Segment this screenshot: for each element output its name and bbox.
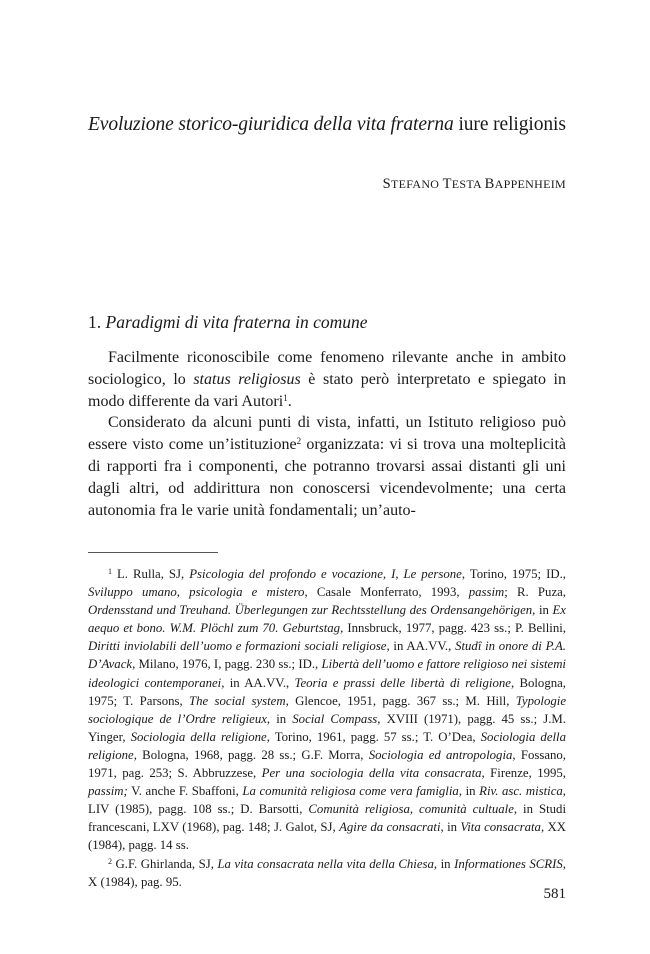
- footnote-ref-1: 1: [283, 392, 288, 403]
- fn1_parts-segment: , in: [266, 711, 293, 726]
- fn1_parts-segment: Vita consacrata: [460, 820, 541, 835]
- fn1_parts-segment: Typologie sociologique de l’Ordre religieux: [88, 693, 566, 726]
- fn1_parts-segment: , in AA.VV.,: [221, 675, 295, 690]
- body-text: [88, 347, 566, 521]
- footnote-separator: [88, 552, 218, 553]
- fn1_parts-segment: Studî in onore di P.A. D’Avack: [88, 639, 566, 672]
- article-title-italic: Evoluzione storico-giuridica della vita: [88, 114, 386, 135]
- fn1_parts-segment: , in: [458, 784, 480, 799]
- fn1_parts-segment: , XVIII (1971), pagg. 45 ss.; J.M. Yinger,: [88, 711, 566, 744]
- fn1_parts-segment: , Casale Monferrato, 1993,: [304, 585, 469, 600]
- fn1_parts-segment: , Milano, 1976, I, pagg. 230 ss.; ID.,: [132, 657, 322, 672]
- fn1_parts-segment: , LIV (1985), pagg. 108 ss.; D. Barsotti,: [88, 784, 566, 817]
- author-initial-3: B: [484, 176, 495, 192]
- author-initial-1: S: [382, 176, 392, 192]
- fn1_parts-segment: , Bologna, 1975; T. Parsons,: [88, 675, 567, 708]
- fn1_parts-segment: Sociologia della religione: [88, 729, 567, 762]
- fn1_parts-segment: Ordensstand und Treuhand. Überlegungen zur Rechtsstellung des Ordensangehörigen: [88, 603, 533, 618]
- fn1_parts-segment: Libertà dell’uomo e fattore religioso nei sistemi ideologici contemporanei: [88, 657, 566, 690]
- article-title-regular: iure religionis: [458, 114, 566, 135]
- fn1_parts-segment: Agire da consacrati: [339, 820, 441, 835]
- footnote-1: [88, 565, 566, 855]
- author-rest-3: APPENHEIM: [494, 177, 566, 191]
- fn1_parts-segment: , in Studi francescani, LXV (1968), pag. 148; J. Galot, SJ,: [88, 802, 567, 835]
- fn2_parts-segment: , in: [433, 856, 455, 871]
- section-number: 1.: [88, 312, 102, 332]
- fn1_parts-segment: L. Rulla, SJ,: [112, 567, 190, 581]
- fn1_parts-segment: , in AA.VV.,: [386, 639, 456, 654]
- fn2_parts-segment: , X (1984), pag. 95.: [88, 856, 566, 889]
- fn1_parts-segment: , in: [532, 603, 553, 618]
- fn1_parts-segment: , Innsbruck, 1977, pagg. 423 ss.; P. Bellini,: [340, 621, 566, 636]
- fn2_parts-segment: 2: [108, 856, 112, 866]
- fn1_parts-segment: La comunità religiosa come vera famiglia: [242, 784, 459, 799]
- fn1_parts-segment: , Fossano, 1971, pag. 253; S. Abbruzzese,: [88, 747, 566, 781]
- fn1_parts-segment: , Glencoe, 1951, pagg. 367 ss.; M. Hill,: [285, 693, 516, 708]
- fn1_parts-segment: Sviluppo umano, psicologia e mistero: [88, 585, 305, 600]
- fn1_parts-segment: , Torino, 1961, pagg. 57 ss.; T. O’Dea,: [266, 729, 481, 744]
- author-rest-1: TEFANO: [391, 177, 440, 191]
- fn1_parts-segment: , in: [440, 820, 461, 835]
- section-heading: [88, 310, 566, 334]
- document-page: [88, 0, 566, 954]
- fn1_parts-segment: Riv. asc. mistica: [479, 784, 563, 799]
- fn1_parts-segment: passim: [468, 585, 505, 600]
- fn1_parts-segment: Comunità religiosa, comunità cultuale: [308, 802, 514, 817]
- fn1_parts-segment: Sociologia della religione: [130, 729, 267, 744]
- article-title: [88, 112, 566, 138]
- fn1_parts-segment: , Bologna, 1968, pagg. 28 ss.; G.F. Morra,: [133, 747, 369, 762]
- fn1_parts-segment: 1: [108, 567, 112, 576]
- fn1_parts-segment: Psicologia del profondo e vocazione, I, Le persone: [189, 567, 462, 581]
- author-rest-2: ESTA: [451, 177, 482, 191]
- paragraph-2: Considerato da alcuni punti di vista, infatti, un Istituto religioso può essere visto come un’istituzione$^2$ organizzata: vi si trova una molteplicità di rapporti fra i componenti, che potranno trovarsi assai distanti gli uni dagli altri, od addirittura non conoscersi vicendevolmente; una certa autonomia fra le varie unità fondamentali; un’auto-: [88, 414, 566, 519]
- fn1_parts-segment: Sociologia ed antropologia: [368, 747, 513, 762]
- fn1_parts-segment: , Torino, 1975; ID.,: [461, 567, 566, 581]
- paragraph-1: Facilmente riconoscibile come fenomeno rilevante anche in ambito sociologico, lo status religiosus è stato però interpretato e spiegato in modo differente da vari Autori$^1$.: [88, 349, 566, 410]
- fn2_parts-segment: Informationes SCRIS: [454, 856, 563, 871]
- fn1_parts-segment: Ex aequo et bono. W.M. Plöchl zum 70. Geburtstag: [88, 603, 566, 636]
- footnote-ref-2: 2: [296, 436, 302, 447]
- fn1_parts-segment: Diritti inviolabili dell’uomo e formazioni sociali religiose: [88, 639, 387, 654]
- article-title-italic-2: fraterna: [390, 114, 454, 135]
- fn1_parts-segment: Per una sociologia della vita consacrata: [261, 766, 482, 781]
- fn1_parts-segment: Social Compass: [292, 711, 378, 726]
- author-initial-2: T: [442, 176, 452, 192]
- page-number: 581: [543, 886, 566, 902]
- fn1_parts-segment: V. anche F. Sbaffoni,: [127, 784, 243, 799]
- author-name: [383, 176, 566, 193]
- fn2_parts-segment: G.F. Ghirlanda, SJ,: [112, 856, 218, 871]
- footnote-2: [88, 855, 566, 891]
- fn2_parts-segment: La vita consacrata nella vita della Chiesa: [217, 856, 434, 871]
- fn1_parts-segment: , Firenze, 1995,: [481, 766, 566, 781]
- fn1_parts-segment: passim;: [88, 784, 128, 799]
- footnotes: [88, 565, 566, 891]
- section-title: Paradigmi di vita fraterna in comune: [105, 312, 368, 332]
- fn1_parts-segment: , XX (1984), pagg. 14 ss.: [88, 820, 566, 853]
- fn1_parts-segment: The social system: [189, 693, 286, 708]
- fn1_parts-segment: Teoria e prassi delle libertà di religione: [294, 675, 511, 690]
- fn1_parts-segment: ; R. Puza,: [504, 585, 566, 600]
